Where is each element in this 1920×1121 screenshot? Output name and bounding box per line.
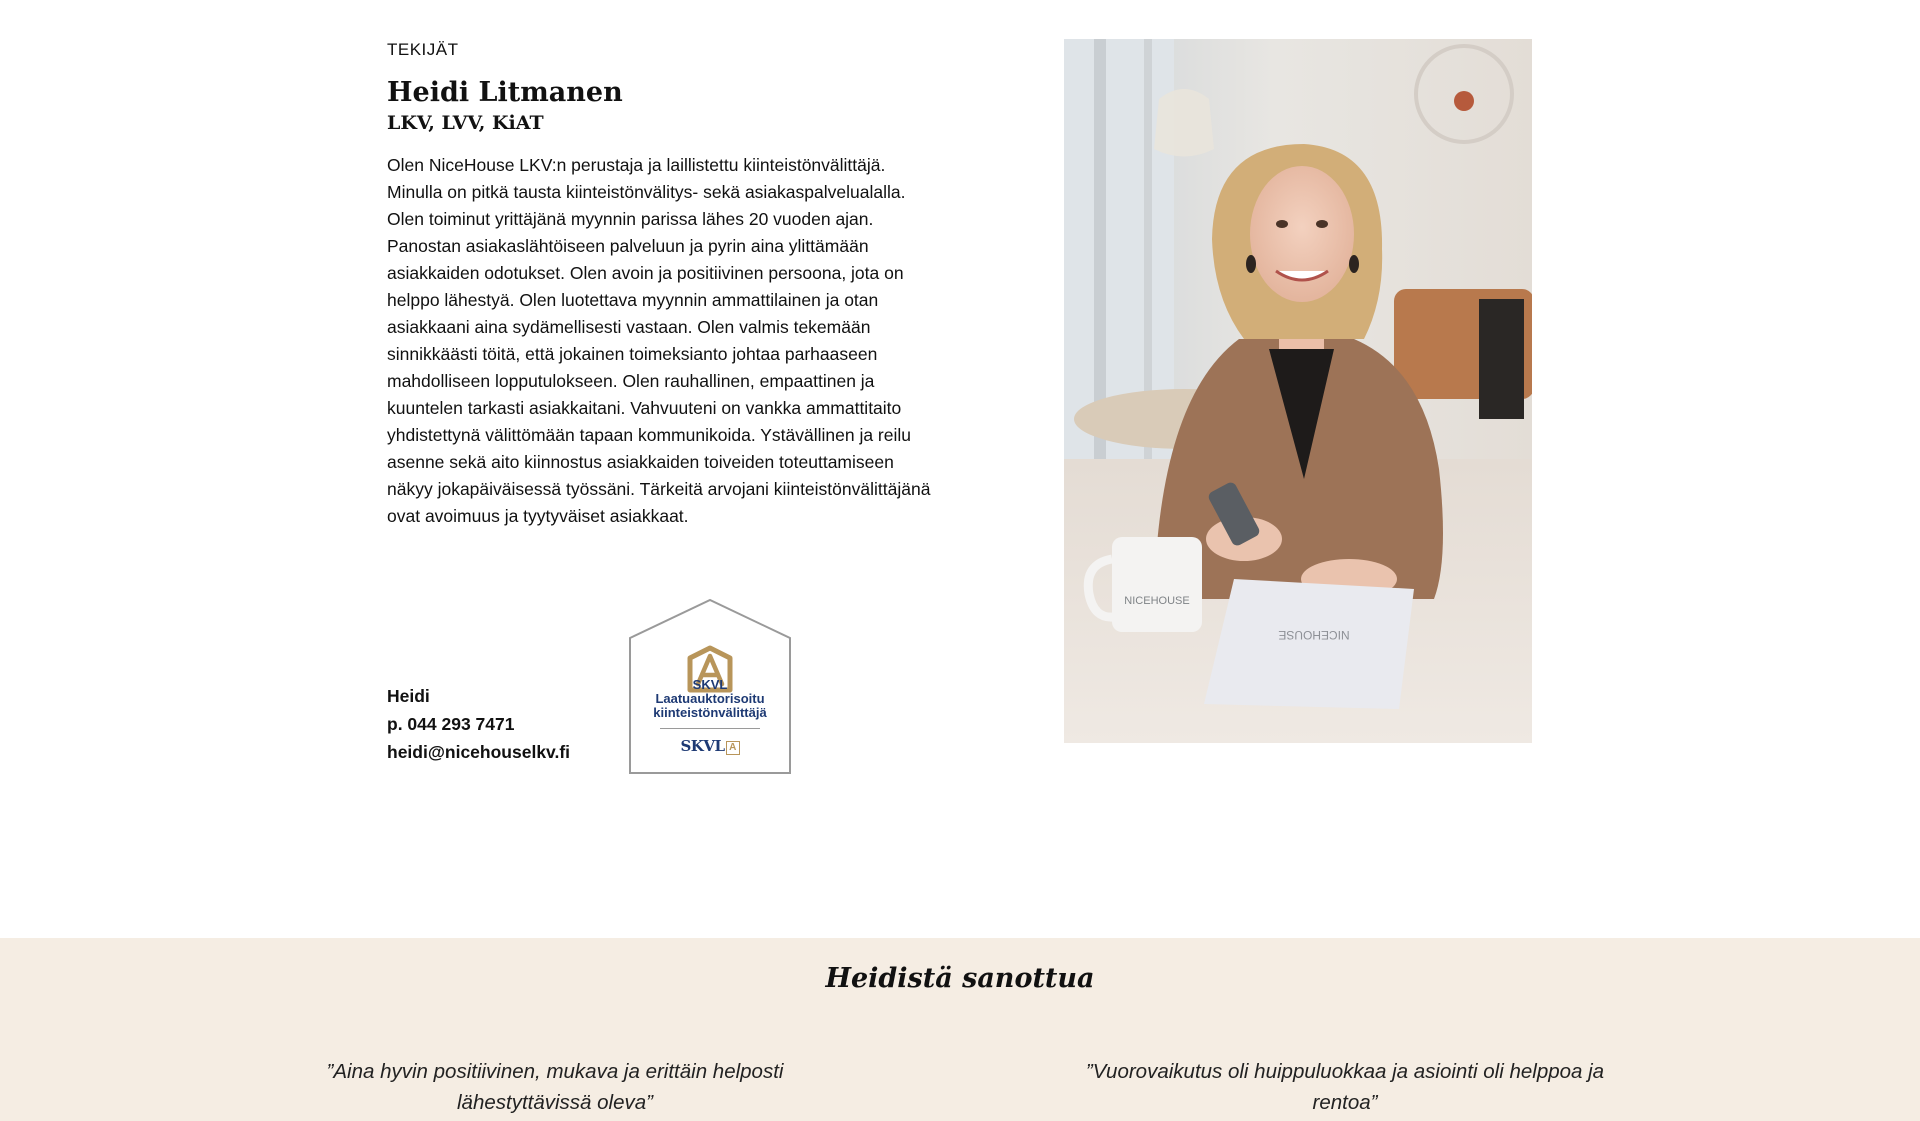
mug-logo-text: NICEHOUSE bbox=[1124, 595, 1190, 607]
badge-brand bbox=[628, 737, 792, 755]
badge-brand-mark: A bbox=[726, 741, 740, 755]
contact-email[interactable]: heidi@nicehouselkv.fi bbox=[387, 742, 571, 762]
badge-line-1: SKVL bbox=[692, 677, 728, 692]
badge-line-2: Laatuauktorisoitu bbox=[655, 691, 765, 706]
agent-contact bbox=[387, 682, 570, 766]
badge-divider bbox=[660, 728, 760, 729]
testimonial-quote: ”Aina hyvin positiivinen, mukava ja erittäin helposti lähestyttävissä oleva” bbox=[326, 1060, 784, 1114]
contact-name: Heidi bbox=[387, 686, 430, 706]
badge-text bbox=[628, 678, 792, 720]
agent-info bbox=[387, 40, 932, 530]
testimonial-quote: ”Vuorovaikutus oli huippuluokkaa ja asiointi oli helppoa ja rentoa” bbox=[1085, 1060, 1605, 1114]
testimonials-section bbox=[0, 938, 1920, 1121]
agent-portrait bbox=[1064, 39, 1532, 743]
skvl-quality-badge bbox=[628, 598, 792, 775]
contact-phone[interactable]: p. 044 293 7471 bbox=[387, 714, 515, 734]
agent-bio: Olen NiceHouse LKV:n perustaja ja laillistettu kiinteistönvälittäjä. Minulla on pitkä tausta kiinteistönvälitys- sekä asiakaspalvelualalla. Olen toiminut yrittäjänä myynnin parissa lähes 20 vuoden ajan. Panostan asiakaslähtöiseen palveluun ja pyrin aina ylittämään asiakkaiden odotukset. Olen avoin ja positiivinen persoona, jota on helppo lähestyä. Olen luotettava myynnin ammattilainen ja otan asiakkaani aina sydämellisesti vastaan. Olen valmis tekemään sinnikkäästi töitä, että jokainen toimeksianto johtaa parhaaseen mahdolliseen lopputulokseen. Olen rauhallinen, empaattinen ja kuuntelen tarkasti asiakkaitani. Vahvuuteni on vankka ammattitaito yhdistettynä välittömään tapaan kommunikoida. Ystävällinen ja reilu asenne sekä aito kiinnostus asiakkaiden toiveiden toteuttamiseen näkyy jokapäiväisessä työssäni. Tärkeitä arvojani kiinteistönvälittäjänä ovat avoimuus ja tyytyväiset asiakkaat. bbox=[387, 154, 931, 526]
badge-brand-text: SKVL bbox=[680, 737, 725, 755]
agent-titles: LKV, LVV, KiAT bbox=[387, 111, 544, 134]
portrait-image bbox=[1064, 39, 1532, 743]
section-label: TEKIJÄT bbox=[387, 40, 459, 59]
folder-logo-text: NICEHOUSE bbox=[1278, 628, 1350, 642]
testimonials-title: Heidistä sanottua bbox=[825, 963, 1095, 994]
agent-name: Heidi Litmanen bbox=[387, 77, 623, 108]
badge-line-3: kiinteistönvälittäjä bbox=[653, 705, 767, 720]
